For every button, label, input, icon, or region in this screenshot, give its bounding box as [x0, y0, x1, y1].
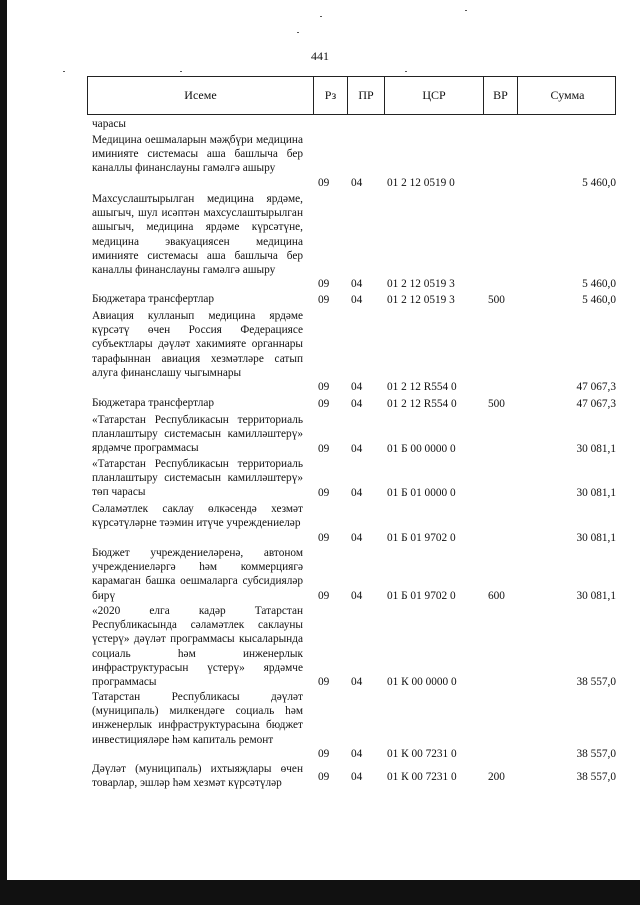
row-pr: 04	[351, 747, 363, 760]
row-name: Бюджетара трансфертлар	[92, 293, 215, 305]
page-number: 441	[311, 49, 329, 63]
scan-bottom-border	[0, 880, 640, 905]
row-name: Татарстан Республикасы дәүләт (муниципаль) милкендәге социаль һәм инженерлык инфраструктурасына бюджет инвестицияләре һәм капиталь ремонт	[92, 691, 303, 746]
table-row	[87, 762, 616, 791]
row-rz: 09	[318, 293, 330, 306]
row-sum: 30 081,1	[576, 531, 616, 544]
row-pr: 04	[351, 380, 363, 393]
header-name: Исеме	[184, 88, 217, 102]
table-row	[87, 457, 616, 500]
row-rz: 09	[318, 747, 330, 760]
row-sum: 30 081,1	[576, 442, 616, 455]
row-csr: 01 2 12 R554 0	[387, 380, 457, 393]
table-header	[87, 76, 616, 115]
row-name: чарасы	[92, 118, 126, 130]
scan-speck	[180, 71, 182, 72]
row-rz: 09	[318, 675, 330, 688]
row-name: «Татарстан Республикасын территориаль планлаштыру системасын камилләштерү» ярдәмче программасы	[92, 414, 303, 455]
row-pr: 04	[351, 675, 363, 688]
row-sum: 5 460,0	[582, 293, 616, 306]
row-pr: 04	[351, 176, 363, 189]
row-pr: 04	[351, 770, 363, 783]
table-row	[87, 192, 616, 291]
row-pr: 04	[351, 293, 363, 306]
row-sum: 38 557,0	[576, 675, 616, 688]
table-row	[87, 413, 616, 456]
row-csr: 01 К 00 7231 0	[387, 770, 457, 783]
scan-speck	[297, 32, 299, 33]
row-rz: 09	[318, 770, 330, 783]
table-row	[87, 546, 616, 603]
row-name: Сәламәтлек саклау өлкәсендә хезмәт күрсәтүләрне тәэмин итүче учреждениеләр	[92, 503, 303, 530]
table-row	[87, 604, 616, 689]
row-csr: 01 2 12 0519 3	[387, 293, 455, 306]
row-pr: 04	[351, 589, 363, 602]
row-name: Махсуслаштырылган медицина ярдәме, ашыгыч, шул исәптән махсуслаштырылган ашыгыч, медицина ярдәме күрсәтүне, медицина эвакуациясен медицина иминияте системасы аша башлыча бер каналлы финанслауны гамәлгә ашыру	[92, 193, 303, 277]
header-rz: Рз	[313, 77, 347, 114]
scan-speck	[405, 71, 407, 72]
header-pr: ПР	[347, 77, 384, 114]
table-row	[87, 690, 616, 761]
row-csr: 01 2 12 0519 3	[387, 277, 455, 290]
row-csr: 01 2 12 R554 0	[387, 397, 457, 410]
row-pr: 04	[351, 442, 363, 455]
row-sum: 47 067,3	[576, 380, 616, 393]
row-sum: 5 460,0	[582, 176, 616, 189]
row-csr: 01 Б 01 9702 0	[387, 531, 456, 544]
row-csr: 01 К 00 0000 0	[387, 675, 457, 688]
row-vr: 600	[488, 589, 505, 602]
table-row	[87, 292, 616, 307]
row-vr: 500	[488, 293, 505, 306]
row-name: «Татарстан Республикасын территориаль планлаштыру системасын камилләштерү» төп чарасы	[92, 458, 303, 499]
row-name: Медицина оешмаларын мәҗбүри медицина иминияте системасы аша башлыча бер каналлы финанслауны гамәлгә ашыру	[92, 134, 303, 175]
scan-speck	[320, 16, 322, 17]
row-name: Авиация кулланып медицина ярдәме күрсәтү өчен Россия Федерациясе субъектлары дәүләт хакимияте органнары тарафыннан авиация хезмәтләре сатып алуга финанслашу чыгымнары	[92, 310, 303, 379]
row-csr: 01 Б 01 9702 0	[387, 589, 456, 602]
header-sum: Сумма	[517, 77, 617, 114]
row-pr: 04	[351, 277, 363, 290]
scan-speck	[465, 10, 467, 11]
table-row	[87, 117, 616, 132]
row-rz: 09	[318, 589, 330, 602]
table-row	[87, 309, 616, 394]
row-rz: 09	[318, 277, 330, 290]
row-pr: 04	[351, 531, 363, 544]
row-pr: 04	[351, 486, 363, 499]
row-name: Дәүләт (муниципаль) ихтыяҗлары өчен товарлар, эшләр һәм хезмәт күрсәтүләр	[92, 763, 303, 790]
row-sum: 30 081,1	[576, 589, 616, 602]
table-row	[87, 396, 616, 411]
row-vr: 200	[488, 770, 505, 783]
header-csr: ЦСР	[384, 77, 483, 114]
row-rz: 09	[318, 176, 330, 189]
row-rz: 09	[318, 531, 330, 544]
row-csr: 01 Б 01 0000 0	[387, 486, 456, 499]
scan-speck	[63, 71, 65, 72]
header-vr: ВР	[483, 77, 517, 114]
row-pr: 04	[351, 397, 363, 410]
row-sum: 5 460,0	[582, 277, 616, 290]
row-name: Бюджет учреждениеләренә, автоном учреждениеләргә һәм коммерциягә карамаган башка оешмаларга субсидияләр бирү	[92, 547, 303, 602]
row-rz: 09	[318, 486, 330, 499]
row-sum: 30 081,1	[576, 486, 616, 499]
row-rz: 09	[318, 380, 330, 393]
row-rz: 09	[318, 442, 330, 455]
row-vr: 500	[488, 397, 505, 410]
row-rz: 09	[318, 397, 330, 410]
row-sum: 38 557,0	[576, 770, 616, 783]
table-row	[87, 502, 616, 545]
row-csr: 01 2 12 0519 0	[387, 176, 455, 189]
row-csr: 01 Б 00 0000 0	[387, 442, 456, 455]
row-name: Бюджетара трансфертлар	[92, 397, 215, 409]
table-row	[87, 133, 616, 190]
row-name: «2020 елга кадәр Татарстан Республикасында сәламәтлек саклауны үстерү» дәүләт программасы кысаларында социаль һәм инженерлык инфраструктурасын үстерү» ярдәмче программасы	[92, 605, 303, 689]
row-sum: 47 067,3	[576, 397, 616, 410]
row-sum: 38 557,0	[576, 747, 616, 760]
row-csr: 01 К 00 7231 0	[387, 747, 457, 760]
scan-left-border	[0, 0, 7, 905]
